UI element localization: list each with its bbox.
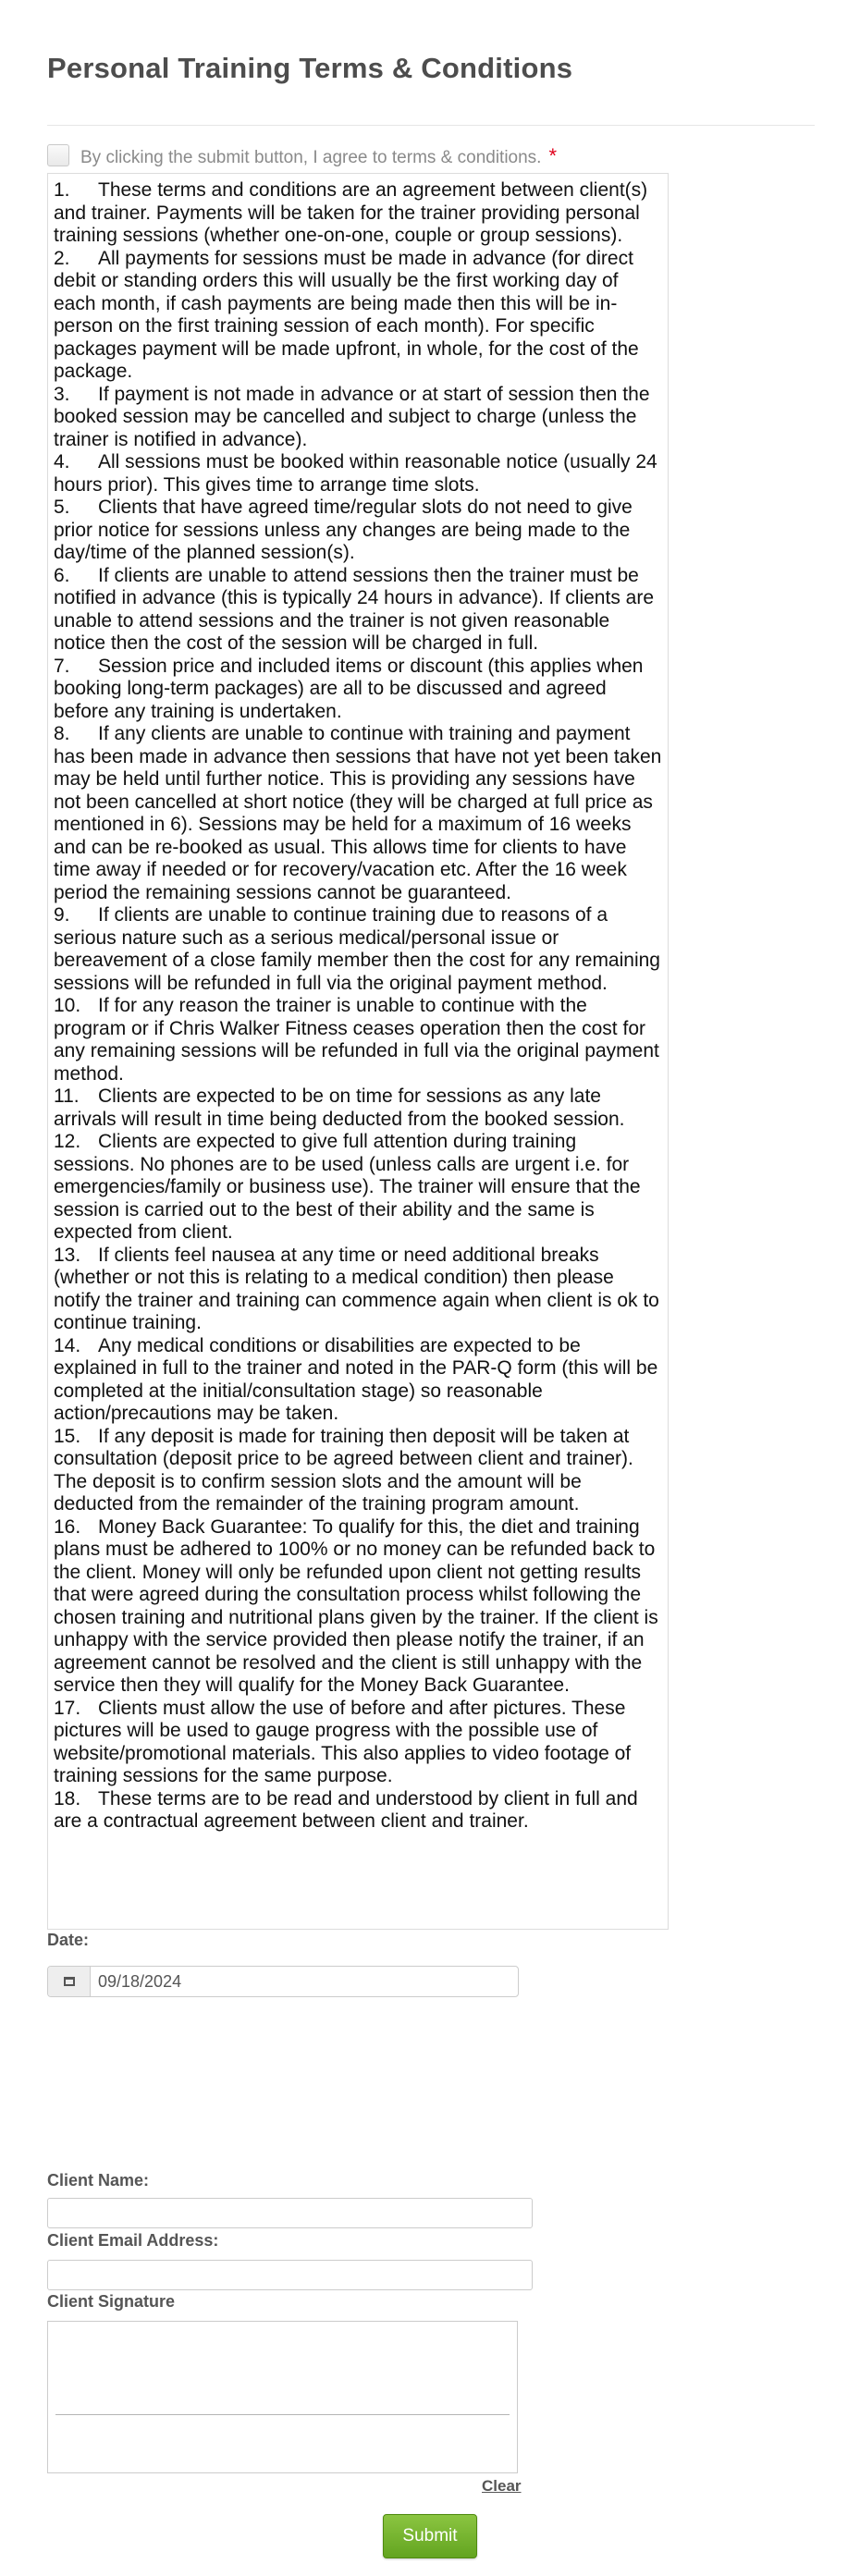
term-number: 14. [54, 1334, 81, 1356]
signature-baseline [55, 2414, 510, 2415]
date-input[interactable] [91, 1967, 518, 1996]
term-item [54, 1335, 662, 1426]
term-number: 16. [54, 1515, 81, 1538]
term-number: 10. [54, 995, 81, 1016]
term-text: Money Back Guarantee: To qualify for this, the diet and training plans must be adhered to 100% or no money can be refunded back to the client. Money will only be refunded upon client not getting results that were agreed during the consultation process whilst following the chosen training and nutritional plans given by the trainer. If the client is unhappy with the service provided then please notify the trainer, if an agreement cannot be resolved and the client is still unhappy with the service then they will qualify for the Money Back Guarantee. [54, 1515, 658, 1696]
term-text: If any deposit is made for training then deposit will be taken at consultation (deposit price to be agreed between client and trainer). The deposit is to confirm session slots and the amount will be deducted from the remainder of the training program amount. [54, 1425, 633, 1515]
client-email-label: Client Email Address: [47, 2231, 219, 2250]
term-text: If clients are unable to continue training due to reasons of a serious nature such as a serious medical/personal issue or bereavement of a close family member then the cost for any remaining sessions will be refunded in full via the original payment method. [54, 904, 660, 994]
client-name-input[interactable] [47, 2198, 533, 2228]
date-label: Date: [47, 1931, 90, 1949]
term-text: All sessions must be booked within reasonable notice (usually 24 hours prior). This gives time to arrange time slots. [54, 451, 657, 496]
term-text: Session price and included items or discount (this applies when booking long-term packages) are all to be discussed and agreed before any training is undertaken. [54, 655, 644, 722]
term-number: 17. [54, 1697, 81, 1719]
date-field [47, 1966, 519, 1997]
term-item [54, 1788, 662, 1834]
terms-scroll-box[interactable] [47, 173, 669, 1930]
term-item [54, 1245, 662, 1335]
term-item [54, 1086, 662, 1131]
term-number: 5. [54, 497, 70, 518]
term-number: 7. [54, 655, 70, 677]
term-number: 12. [54, 1131, 81, 1152]
term-number: 15. [54, 1425, 81, 1447]
agree-row [47, 142, 557, 168]
term-item [54, 497, 662, 565]
term-item [54, 1698, 662, 1788]
term-item [54, 248, 662, 384]
term-number: 13. [54, 1244, 81, 1266]
client-name-label: Client Name: [47, 2171, 150, 2190]
term-item [54, 1426, 662, 1516]
submit-button[interactable]: Submit [383, 2514, 477, 2558]
term-item [54, 565, 662, 656]
term-item [54, 179, 662, 248]
term-item [54, 904, 662, 995]
clear-signature-link[interactable]: Clear [482, 2477, 522, 2495]
term-number: 4. [54, 451, 70, 472]
term-number: 2. [54, 247, 70, 269]
term-number: 6. [54, 564, 70, 586]
term-text: If any clients are unable to continue with training and payment has been made in advance then sessions that have not yet been taken may be held until further notice. This is providing any sessions have not been cancelled at short notice (they will be charged at full price as mentioned in 6). Sessions may be held for a maximum of 16 weeks and can be re-booked as usual. This allows time for clients to have time away if needed or for recovery/vacation etc. After the 16 week period the remaining sessions cannot be guaranteed. [54, 723, 662, 903]
calendar-button[interactable] [48, 1967, 91, 1996]
signature-pad[interactable] [47, 2321, 518, 2473]
term-item [54, 1131, 662, 1245]
term-item [54, 384, 662, 452]
term-item [54, 656, 662, 724]
client-signature-label: Client Signature [47, 2292, 176, 2311]
calendar-icon [64, 1977, 75, 1986]
term-text: If for any reason the trainer is unable to continue with the program or if Chris Walker Fitness ceases operation then the cost for any remaining sessions will be refunded in full via the original payment method. [54, 995, 659, 1085]
term-text: Clients are expected to be on time for sessions as any late arrivals will result in time being deducted from the booked session. [54, 1086, 625, 1130]
term-item [54, 723, 662, 904]
term-number: 3. [54, 383, 70, 405]
client-email-input[interactable] [47, 2260, 533, 2290]
term-item [54, 451, 662, 497]
term-number: 18. [54, 1787, 81, 1809]
term-number: 8. [54, 723, 70, 744]
term-text: If payment is not made in advance or at start of session then the booked session may be cancelled and subject to charge (unless the trainer is notified in advance). [54, 383, 650, 450]
agree-checkbox-label: By clicking the submit button, I agree to terms & conditions. [80, 148, 542, 167]
term-text: These terms are to be read and understood by client in full and are a contractual agreement between client and trainer. [54, 1787, 638, 1832]
term-text: Clients are expected to give full attention during training sessions. No phones are to be used (unless calls are urgent i.e. for emergencies/family or business use). The trainer will ensure that the session is carried out to the best of their ability and the same is expected from client. [54, 1131, 641, 1243]
term-text: Clients that have agreed time/regular slots do not need to give prior notice for sessions unless any changes are being made to the day/time of the planned session(s). [54, 497, 633, 563]
term-text: If clients are unable to attend sessions then the trainer must be notified in advance (this is typically 24 hours in advance). If clients are unable to attend sessions and the trainer is not given reasonable notice then the cost of the session will be charged in full. [54, 564, 655, 654]
required-marker: * [548, 144, 558, 167]
term-text: All payments for sessions must be made in advance (for direct debit or standing orders this will usually be the first working day of each month, if cash payments are being made then this will be in-person on the first training session of each month). For specific packages payment will be made upfront, in whole, for the cost of the package. [54, 247, 639, 382]
term-item [54, 1516, 662, 1698]
term-number: 11. [54, 1086, 80, 1107]
title-divider [47, 125, 815, 126]
term-text: Any medical conditions or disabilities are expected to be explained in full to the trainer and noted in the PAR-Q form (this will be completed at the initial/consultation stage) so reasonable action/precautions may be taken. [54, 1334, 658, 1424]
term-text: If clients feel nausea at any time or need additional breaks (whether or not this is relating to a medical condition) then please notify the trainer and training can commence again when client is ok to continue training. [54, 1244, 659, 1333]
term-text: Clients must allow the use of before and after pictures. These pictures will be used to gauge progress with the possible use of website/promotional materials. This also applies to video footage of training sessions for the same purpose. [54, 1697, 632, 1786]
agree-checkbox[interactable] [47, 144, 69, 166]
term-item [54, 995, 662, 1086]
page-title: Personal Training Terms & Conditions [47, 52, 573, 84]
term-number: 9. [54, 904, 70, 926]
term-text: These terms and conditions are an agreement between client(s) and trainer. Payments will be taken for the trainer providing personal training sessions (whether one-on-one, couple or group sessions). [54, 179, 648, 246]
term-number: 1. [54, 179, 70, 201]
